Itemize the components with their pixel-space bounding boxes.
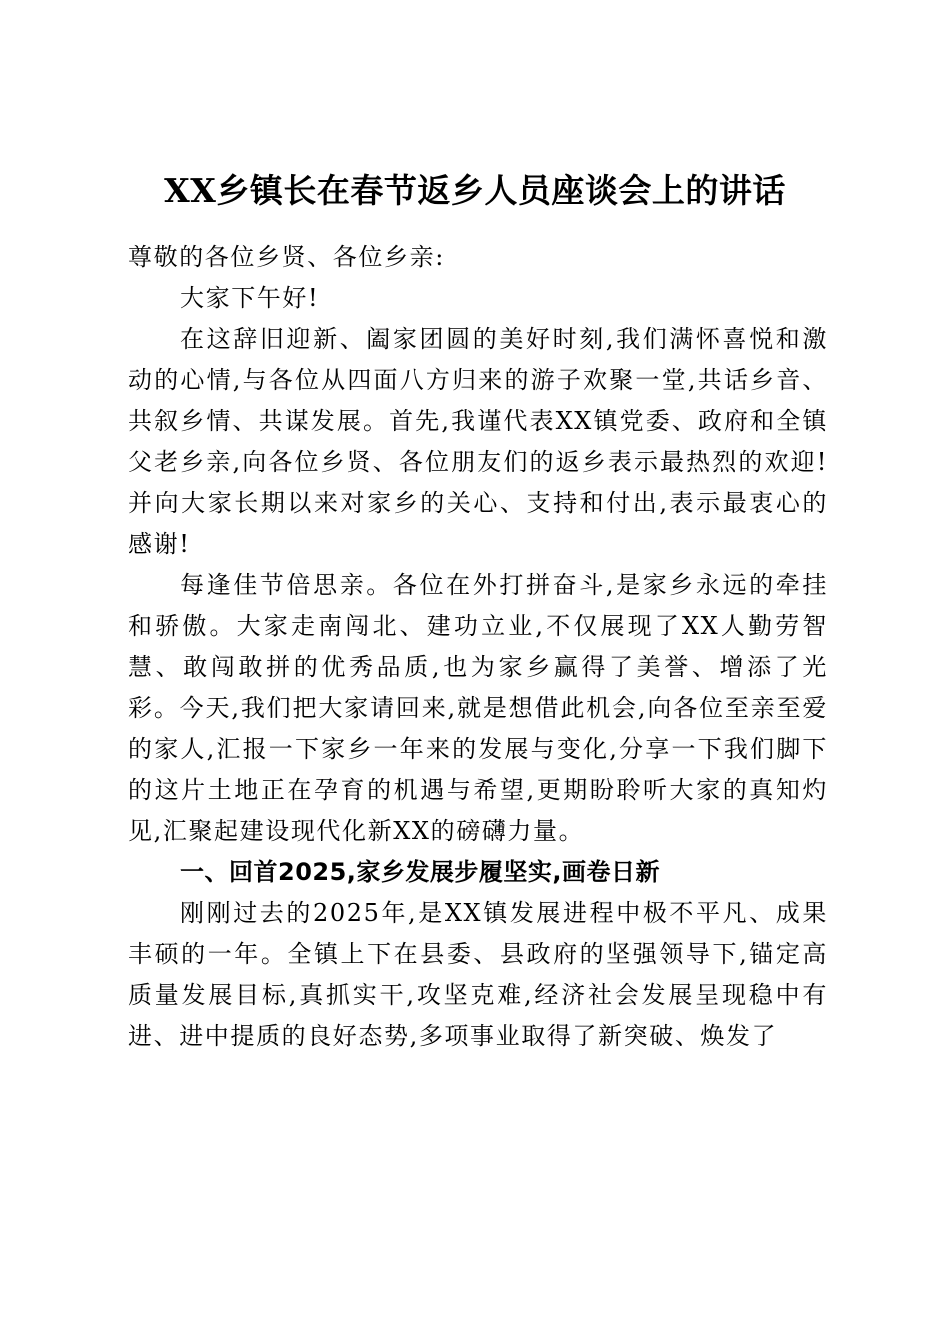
section-heading: 一、回首2025,家乡发展步履坚实,画卷日新 [180, 858, 661, 886]
paragraph-welcome: 在这辞旧迎新、阖家团圆的美好时刻,我们满怀喜悦和激动的心情,与各位从四面八方归来的游子欢聚一堂,共话乡音、共叙乡情、共谋发展。首先,我谨代表XX镇党委、政府和全镇父老乡亲,向各位乡贤、各位朋友们的返乡表示最热烈的欢迎!并向大家长期以来对家乡的关心、支持和付出,表示最衷心的感谢! [128, 325, 828, 558]
salutation: 尊敬的各位乡贤、各位乡亲: [128, 243, 445, 271]
document-body [128, 237, 828, 1057]
document-title: XX乡镇长在春节返乡人员座谈会上的讲话 [164, 171, 786, 210]
paragraph-homesick: 每逢佳节倍思亲。各位在外打拼奋斗,是家乡永远的牵挂和骄傲。大家走南闯北、建功立业,不仅展现了XX人勤劳智慧、敢闯敢拼的优秀品质,也为家乡赢得了美誉、增添了光彩。今天,我们把大家请回来,就是想借此机会,向各位至亲至爱的家人,汇报一下家乡一年来的发展与变化,分享一下我们脚下的这片土地正在孕育的机遇与希望,更期盼聆听大家的真知灼见,汇聚起建设现代化新XX的磅礴力量。 [128, 571, 828, 845]
paragraph-review-2025: 刚刚过去的2025年,是XX镇发展进程中极不平凡、成果丰硕的一年。全镇上下在县委、县政府的坚强领导下,锚定高质量发展目标,真抓实干,攻坚克难,经济社会发展呈现稳中有进、进中提质的良好态势,多项事业取得了新突破、焕发了 [128, 899, 828, 1050]
greeting: 大家下午好! [180, 284, 320, 312]
